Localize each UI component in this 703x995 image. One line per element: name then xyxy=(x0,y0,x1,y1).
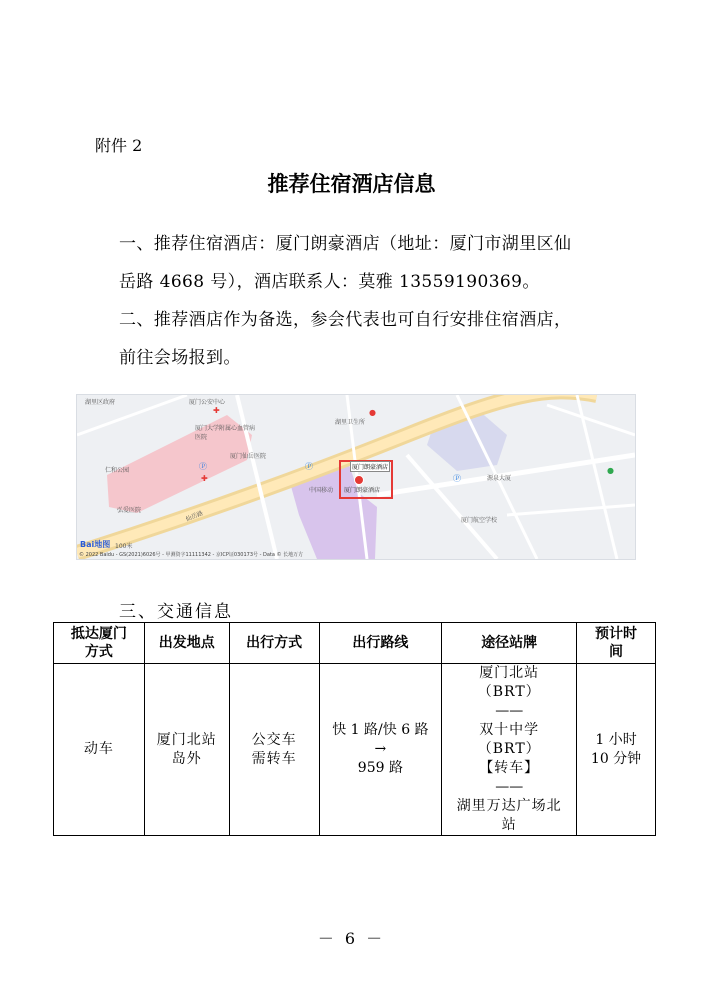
parking-pin-icon[interactable]: Ⓟ xyxy=(305,462,313,471)
map-place-label: 厦门大学附属心血管病医院 xyxy=(195,425,256,441)
col-departure: 出发地点 xyxy=(144,623,229,664)
paragraph-line-4: 前往会场报到。 xyxy=(119,348,241,368)
hotel-location-icon[interactable] xyxy=(354,475,364,485)
map-place-label: 源泉大厦 xyxy=(487,475,512,482)
map-place-label: 厦门航空学校 xyxy=(461,517,498,524)
map-place-label: 弘爱医院 xyxy=(117,507,142,514)
paragraph-line-3: 二、推荐酒店作为备选，参会代表也可自行安排住宿酒店， xyxy=(119,310,572,330)
paragraph-line-1: 一、推荐住宿酒店：厦门朗豪酒店（地址：厦门市湖里区仙 xyxy=(119,234,572,254)
hospital-pin-icon[interactable]: ✚ xyxy=(213,406,220,415)
col-time: 预计时 间 xyxy=(577,623,656,664)
road-label: 仙岳路 xyxy=(184,509,205,524)
map-scale: 100米 xyxy=(115,543,133,550)
col-travel-mode: 出行方式 xyxy=(229,623,319,664)
place-pin-icon[interactable]: ● xyxy=(369,408,376,417)
map-copyright: © 2022 Baidu - GS(2021)6026号 - 甲测资字11111342 - 京ICP证030173号 - Data © 长地万方 xyxy=(79,552,304,558)
cell-travel: 公交车 需转车 xyxy=(229,664,319,836)
table-header-row xyxy=(54,623,656,664)
map-place-label: 仁和公园 xyxy=(105,467,130,474)
col-arrival-mode: 抵达厦门 方式 xyxy=(54,623,145,664)
map-place-label: 中国移动 xyxy=(309,487,334,494)
paragraph-line-2: 岳路 4668 号），酒店联系人：莫雅 13559190369。 xyxy=(119,272,540,292)
hotel-map-name: 厦门朗豪酒店 xyxy=(344,487,381,494)
parking-pin-icon[interactable]: Ⓟ xyxy=(199,462,207,471)
hotel-map-label[interactable]: 厦门朗豪酒店 xyxy=(350,461,390,472)
page-title: 推荐住宿酒店信息 xyxy=(267,172,436,196)
map-place-label: 厦门公安中心 xyxy=(189,399,226,406)
cell-stops: 厦门北站 （BRT） —— 双十中学 （BRT） 【转车】 —— 湖里万达广场北 站 xyxy=(442,664,577,836)
col-route: 出行路线 xyxy=(319,623,442,664)
map-place-label: 厦门仙岳医院 xyxy=(230,453,267,460)
bus-pin-icon[interactable]: ● xyxy=(607,466,614,475)
col-stops: 途径站牌 xyxy=(442,623,577,664)
cell-time: 1 小时 10 分钟 xyxy=(577,664,656,836)
table-row xyxy=(54,664,656,836)
hospital-pin-icon[interactable]: ✚ xyxy=(201,474,208,483)
cell-mode: 动车 xyxy=(54,664,145,836)
map-logo: Bai地图 xyxy=(80,540,111,549)
map-place-label: 湖里卫生所 xyxy=(335,419,366,426)
attachment-label: 附件 2 xyxy=(95,136,143,155)
page-number: － 6 － xyxy=(317,929,386,948)
section-heading-transport: 三、交通信息 xyxy=(119,602,233,622)
cell-route: 快 1 路/快 6 路 → 959 路 xyxy=(319,664,442,836)
map-place-label: 湖里区政府 xyxy=(85,399,116,406)
cell-origin: 厦门北站 岛外 xyxy=(144,664,229,836)
transport-table xyxy=(53,622,656,836)
parking-pin-icon[interactable]: Ⓟ xyxy=(453,474,461,483)
